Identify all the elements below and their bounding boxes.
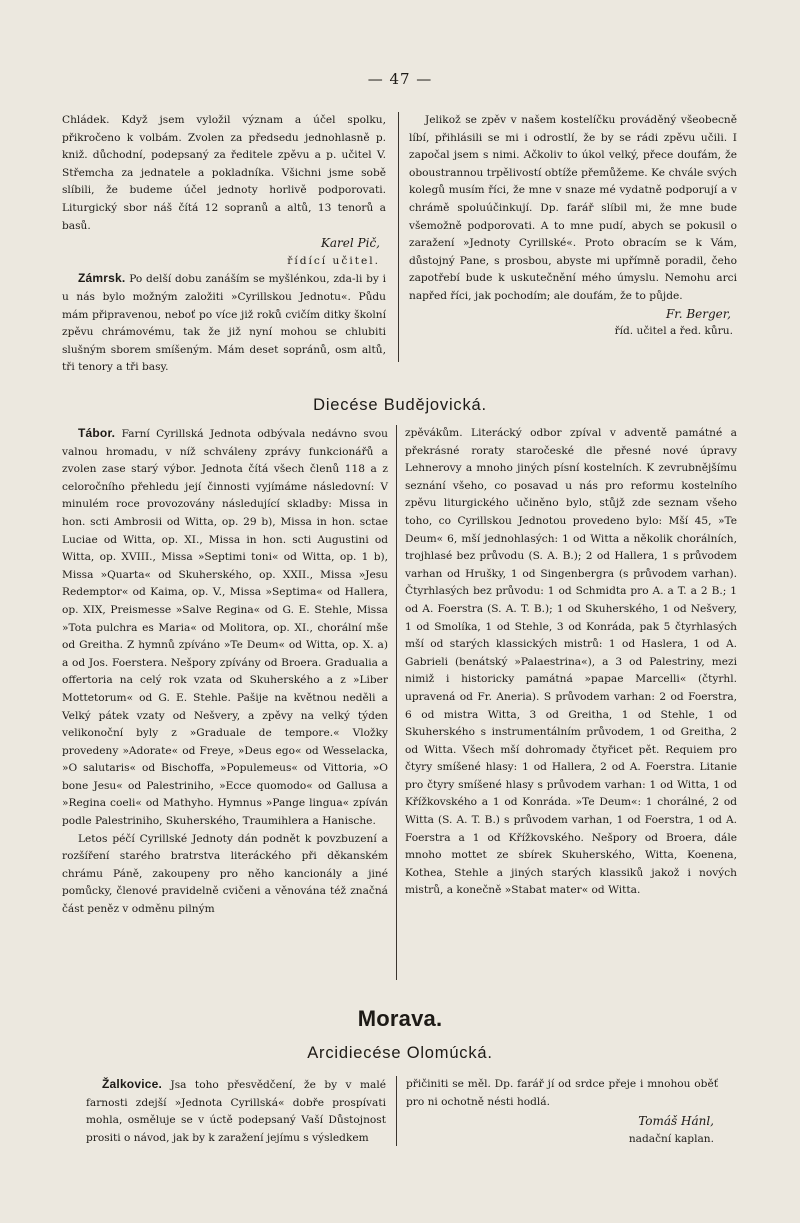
paragraph-text: Po delší dobu zanáším se myšlénkou, zda-li by i u nás bylo možným založiti »Cyrillskou Jednotu«. Půdu mám připravenou, neboť po více již roků cvičím ditky školní zpěvu chrámovému, tak že již nyní mohou se chlubiti slušným sborem smíšeným. Mám deset sopránů, osm altů, tři tenory a tři basy. <box>62 273 386 374</box>
paragraph: přičiniti se měl. Dp. farář jí od srdce přeje i mnohou oběť pro ni ochotně nésti hodlá. <box>406 1078 718 1108</box>
paragraph: Chládek. Když jsem vyložil význam a účel spolku, přikročeno k volbám. Zvolen za předsedu jednohlasně p. kniž. důchodní, podepsaný za ředitele zpěvu a p. učitel V. Střemcha za jednatele a pokladníka. Všichni jsme sobě slíbili, že budeme účel jednoty horlivě podporovati. Liturgický sbor náš čítá 12 sopranů a altů, 13 tenorů a basů. <box>62 114 386 232</box>
column-bottom-left <box>86 1076 386 1147</box>
paragraph-text: Jsa toho přesvědčení, že by v malé farnosti zdejší »Jednota Cyrillská« dobře prospívati mohla, osměluje se v úctě podepsaný Vaší Důstojnost prositi o návod, jak by k zaražení jejímu s výsledkem <box>86 1079 386 1144</box>
signature-title: řídící učitel. <box>287 254 380 267</box>
signature-name: Fr. Berger, <box>665 306 731 321</box>
column-bottom-right <box>406 1076 718 1148</box>
paragraph-text: Farní Cyrillská Jednota odbývala nedávno svou valnou hromadu, v níž schváleny zprávy funkcionářů a zvolen zase starý výbor. Jednota čítá všech členů 118 a z celoročního přehledu její činnosti vyjímáme následovní: V minulém roce provozovány následující skladby: Missa in hon. scti Ambrosii od Witta, op. 29 b), Missa in hon. sctae Luciae od Witta, op. XI., Missa in hon. scti Augustini od Witta, op. XVIII., Missa »Septimi toni« od Witta, op. 1 b), Missa »Quarta« od Skuherského, op. XXII., Missa »Jesu Redemptor« od Kaima, op. V., Missa »Septima« od Hallera, op. XIX, Preismesse »Salve Regina« od G. E. Stehle, Missa »Tota pulchra es Maria« od Molitora, op. XI., chorální mše od Greitha. Z hymnů zpíváno »Te Deum« od Witta, op. X. a) a od Jos. Foerstera. Nešpory zpívány od Broera. Gradualia a offertoria na celý rok vzata od Skuherského a z »Liber Mottetorum« od G. E. Stehle. Pašije na květnou neděli a Velký pátek vzaty od Nešvery, a zpěvy na velký týden velikonoční byly z »Graduale de tempore.« Vložky provedeny »Adorate« od Freye, »Deus ego« od Wesselacka, »O salutaris« od Bischoffa, »Populemeus« od Vittoria, »O bone Jesu« od Palestriniho, »Ecce quomodo« od Gallusa a »Regina coeli« od Mathyho. Hymnus »Pange lingua« zpíván podle Palestriniho, Skuherského, Traumihlera a Hanische. <box>62 428 388 828</box>
column-divider <box>396 425 397 980</box>
place-name: Zámrsk. <box>78 271 126 286</box>
page-number: — 47 — <box>367 70 433 88</box>
column-divider <box>396 1076 397 1146</box>
section-heading: Arcidiecése Olomúcká. <box>307 1044 493 1062</box>
place-name: Žalkovice. <box>102 1077 163 1091</box>
signature-name: Karel Pič, <box>320 236 380 251</box>
place-name: Tábor. <box>78 426 116 440</box>
section-heading: Diecése Budějovická. <box>313 396 487 414</box>
paragraph <box>86 1076 386 1147</box>
signature-title: nadační kaplan. <box>628 1132 714 1145</box>
column-middle-left <box>62 425 388 919</box>
paragraph <box>62 425 388 831</box>
signature-name: Tomáš Hánl, <box>638 1114 714 1129</box>
region-heading: Morava. <box>357 1006 443 1031</box>
column-middle-right <box>405 425 737 900</box>
paragraph: Jelikož se zpěv v našem kostelíčku prováděný všeobecně líbí, přihlásili se mi i odrostlí, že by se rádi zpěvu učili. I započal jsem s nimi. Ačkoliv to úkol velký, přece doufám, že oboustrannou trpělivostí obtíže přemůžeme. Ke chvále svých kolegů musím říci, že mne v snaze mé vydatně podporují a v chrámě spoluúčinkují. Dp. farář slíbil mi, že mne bude všemožně podporovati. A to mne pudí, abych se pokusil o zaražení »Jednoty Cyrillské«. Proto obracím se k Vám, důstojný Pane, s prosbou, abyste mi upřímně poradil, čeho zapotřebí bude k uskutečnění mého úmyslu. Nemohu arci napřed říci, jak pochodím; ale doufám, že to půjde. <box>409 114 737 302</box>
paragraph <box>62 270 386 377</box>
paragraph: zpěvákům. Literácký odbor zpíval v adventě památné a překrásné roraty staročeské dle přesné nové úpravy Lehnerovy a mnoho jiných písní kostelních. K zevrubnějšímu seznání všeho, co posavad u nás pro reformu kostelního zpěvu liturgického učiněno bylo, stůjž zde seznam všeho toho, co Cyrillskou Jednotou provedeno bylo: Mší 45, »Te Deum« 6, mší jednohlasých: 1 od Witta a několik chorálních, trojhlasé bez průvodu (S. A. B.); 2 od Hallera, 1 s průvodem varhan od Hrušky, 1 od Singenbergra (s průvodem varhan). Čtyrhlasých bez průvodu: 1 od Schmidta pro A. a T. a 2 B.; 1 od A. Foerstra (S. A. T. B.); 1 od Skuherského, 1 od Nešvery, 1 od Smolíka, 1 od Stehle, 3 od Konráda, pak 5 čtyrhlasých mší od starých klassických mistrů: 1 od Haslera, 1 od A. Gabrieli (benátský »Palaestrina«), a 3 od Palestriny, mezi nimiž i historicky památná »papae Marcelli« (čtyrhl. upravená od Fr. Aneria). S průvodem varhan: 2 od Foerstra, 6 od mistra Witta, 3 od Greitha, 1 od Stehle, 1 od Skuherského s instrumentálním průvodem, 1 od Greitha, 2 od Witta. Všech mší dohromady čtyřicet pět. Requiem pro čtyry smíšené hlasy: 1 od Hallera, 2 od A. Foerstra. Litanie pro čtyry smíšené hlasy s průvodem varhan: 1 od Witta, 1 od Křížkovského a 1 od Konráda. »Te Deum«: 1 chorálné, 2 od Witta (S. A. T. B.) s průvodem varhan, 1 od Foerstra, 1 od A. Foerstra a 1 od Křížkovského. Nešpory od Broera, dále mnoho mottet ze sbírek Skuherského, Witta, Koenena, Kothea, Stehle a jiných starých klassiků jakož i nových mistrů, a konečně »Stabat mater« od Witta. <box>405 427 737 897</box>
paragraph: Letos péčí Cyrillské Jednoty dán podnět k povzbuzení a rozšíření starého bratrstva literáckého při děkanském chrámu Páně, zakoupeny pro něho kancionály a jiné pomůcky, členové pravidelně cvičeni a věnována též značná část peněz v odměnu pilným <box>62 832 388 916</box>
column-divider <box>398 112 399 362</box>
column-top-left <box>62 112 386 377</box>
signature-title: říd. učitel a řed. kůru. <box>614 325 733 338</box>
column-top-right <box>409 112 737 341</box>
